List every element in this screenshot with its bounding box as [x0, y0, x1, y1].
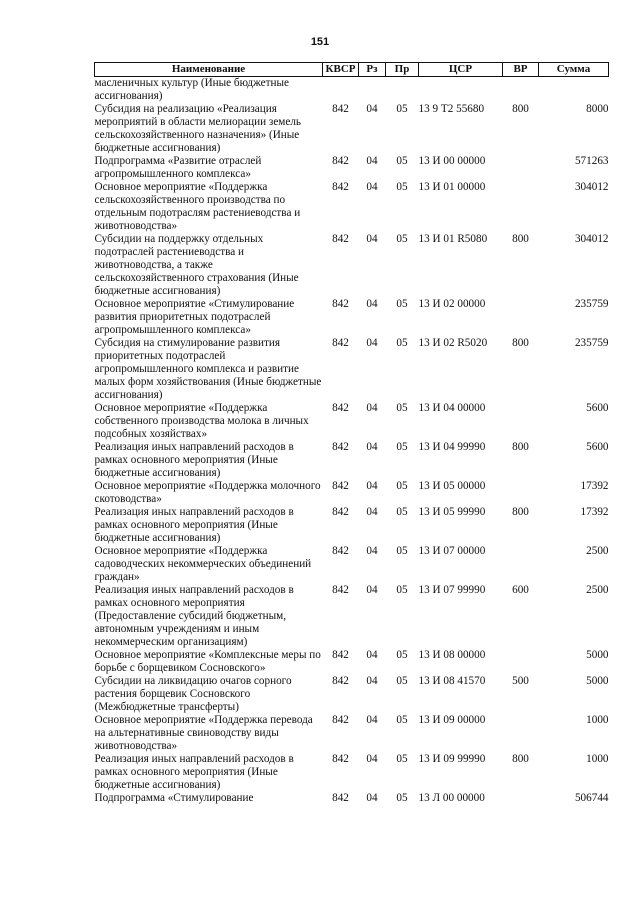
cell-csr: 13 И 07 99990	[418, 584, 486, 596]
cell-vr: 800	[512, 337, 529, 349]
cell-pr: 05	[396, 103, 408, 115]
cell-vr: 800	[512, 506, 529, 518]
table-row	[95, 103, 609, 155]
cell-sum: 5600	[586, 441, 609, 453]
table-row	[95, 337, 609, 402]
cell-name: Субсидии на поддержку отдельных подотраслей растениеводства и животноводства, а также сельскохозяйственного страхования (Иные бюджетные ассигнования)	[94, 233, 299, 297]
cell-name: Реализация иных направлений расходов в рамках основного мероприятия (Предоставление субсидий бюджетным, автономным учреждениям и иным некоммерческим организациям)	[94, 584, 294, 648]
cell-vr: 800	[512, 753, 529, 765]
cell-pr: 05	[396, 441, 408, 453]
cell-sum: 571263	[574, 155, 609, 167]
cell-vr: 600	[512, 584, 529, 596]
cell-rz: 04	[366, 675, 378, 687]
table-row	[95, 77, 609, 104]
cell-vr: 800	[512, 233, 529, 245]
cell-kvsr: 842	[332, 181, 349, 193]
table-row	[95, 714, 609, 753]
cell-name: Подпрограмма «Развитие отраслей агропромышленного комплекса»	[94, 155, 262, 180]
cell-csr: 13 И 01 00000	[418, 181, 486, 193]
table-row	[95, 545, 609, 584]
cell-vr	[503, 649, 539, 675]
cell-name: Основное мероприятие «Стимулирование развития приоритетных подотраслей агропромышленного комплекса»	[94, 298, 295, 336]
cell-rz: 04	[366, 545, 378, 557]
cell-pr: 05	[396, 402, 408, 414]
cell-csr	[419, 77, 503, 104]
header-rz: Рз	[359, 63, 386, 77]
page-number: 151	[310, 36, 330, 48]
cell-pr: 05	[396, 337, 408, 349]
cell-pr: 05	[396, 181, 408, 193]
cell-vr	[503, 714, 539, 753]
cell-rz: 04	[366, 506, 378, 518]
cell-vr: 800	[512, 441, 529, 453]
cell-rz: 04	[366, 714, 378, 726]
cell-name: Реализация иных направлений расходов в рамках основного мероприятия (Иные бюджетные ассигнования)	[94, 753, 294, 791]
cell-name: Реализация иных направлений расходов в рамках основного мероприятия (Иные бюджетные ассигнования)	[94, 506, 294, 544]
header-sum: Сумма	[539, 63, 609, 77]
cell-csr: 13 И 05 99990	[418, 506, 486, 518]
cell-name: Реализация иных направлений расходов в рамках основного мероприятия (Иные бюджетные ассигнования)	[94, 441, 294, 479]
cell-pr: 05	[396, 675, 408, 687]
cell-sum: 8000	[586, 103, 609, 115]
cell-sum: 5000	[586, 675, 609, 687]
table-row	[95, 441, 609, 480]
cell-rz: 04	[366, 181, 378, 193]
cell-sum: 2500	[586, 545, 609, 557]
table-row	[95, 233, 609, 298]
cell-sum: 17392	[580, 480, 609, 492]
cell-csr: 13 Л 00 00000	[418, 792, 485, 804]
cell-csr: 13 И 08 41570	[418, 675, 486, 687]
cell-name: Подпрограмма «Стимулирование	[94, 792, 254, 804]
cell-csr: 13 9 Т2 55680	[418, 103, 485, 115]
cell-csr: 13 И 01 R5080	[418, 233, 488, 245]
cell-kvsr: 842	[332, 155, 349, 167]
cell-kvsr: 842	[332, 792, 349, 804]
cell-rz: 04	[366, 298, 378, 310]
cell-csr: 13 И 05 00000	[418, 480, 486, 492]
cell-name: Субсидии на ликвидацию очагов сорного растения борщевик Сосновского (Межбюджетные трансферты)	[94, 675, 292, 713]
cell-name: масленичных культур (Иные бюджетные ассигнования)	[94, 77, 289, 102]
table-row	[95, 649, 609, 675]
cell-name: Основное мероприятие «Поддержка перевода на альтернативные свиноводству виды животноводства»	[94, 714, 313, 752]
cell-kvsr: 842	[332, 480, 349, 492]
cell-sum: 17392	[580, 506, 609, 518]
cell-sum: 506744	[574, 792, 609, 804]
cell-csr: 13 И 00 00000	[418, 155, 486, 167]
cell-csr: 13 И 04 00000	[418, 402, 486, 414]
table-row	[95, 298, 609, 337]
cell-pr: 05	[396, 584, 408, 596]
cell-rz: 04	[366, 480, 378, 492]
cell-sum: 235759	[574, 298, 609, 310]
cell-rz: 04	[366, 402, 378, 414]
cell-kvsr: 842	[332, 402, 349, 414]
cell-kvsr: 842	[332, 441, 349, 453]
cell-kvsr: 842	[332, 584, 349, 596]
cell-kvsr: 842	[332, 675, 349, 687]
cell-rz	[359, 77, 386, 104]
cell-rz: 04	[366, 792, 378, 804]
table-row	[95, 181, 609, 233]
cell-vr	[503, 298, 539, 337]
cell-csr: 13 И 08 00000	[418, 649, 486, 661]
table-row	[95, 155, 609, 181]
cell-sum: 1000	[586, 753, 609, 765]
cell-name: Основное мероприятие «Поддержка молочного скотоводства»	[94, 480, 321, 505]
cell-sum	[539, 77, 609, 104]
cell-pr: 05	[396, 480, 408, 492]
cell-vr: 800	[512, 103, 529, 115]
cell-sum: 5000	[586, 649, 609, 661]
budget-table	[94, 62, 609, 805]
cell-vr	[503, 480, 539, 506]
cell-rz: 04	[366, 103, 378, 115]
table-row	[95, 792, 609, 805]
cell-vr	[503, 181, 539, 233]
cell-pr: 05	[396, 155, 408, 167]
table-row	[95, 753, 609, 792]
header-pr: Пр	[386, 63, 419, 77]
header-kvsr: КВСР	[323, 63, 359, 77]
cell-pr: 05	[396, 545, 408, 557]
cell-kvsr: 842	[332, 298, 349, 310]
cell-csr: 13 И 04 99990	[418, 441, 486, 453]
cell-pr: 05	[396, 753, 408, 765]
cell-kvsr: 842	[332, 506, 349, 518]
cell-vr	[503, 792, 539, 805]
cell-kvsr: 842	[332, 103, 349, 115]
header-name: Наименование	[95, 63, 323, 77]
cell-csr: 13 И 09 00000	[418, 714, 486, 726]
cell-vr	[503, 402, 539, 441]
cell-vr	[503, 155, 539, 181]
cell-pr: 05	[396, 506, 408, 518]
cell-rz: 04	[366, 337, 378, 349]
cell-pr: 05	[396, 298, 408, 310]
cell-csr: 13 И 07 00000	[418, 545, 486, 557]
table-row	[95, 506, 609, 545]
cell-csr: 13 И 09 99990	[418, 753, 486, 765]
table-row	[95, 584, 609, 649]
cell-pr: 05	[396, 649, 408, 661]
cell-kvsr: 842	[332, 714, 349, 726]
cell-name: Основное мероприятие «Поддержка сельскохозяйственного производства по отдельным подотраслям растениеводства и животноводства»	[94, 181, 301, 232]
cell-sum: 1000	[586, 714, 609, 726]
cell-vr	[503, 545, 539, 584]
cell-csr: 13 И 02 00000	[418, 298, 486, 310]
cell-sum: 5600	[586, 402, 609, 414]
cell-pr	[386, 77, 419, 104]
table-body	[95, 77, 609, 806]
cell-sum: 304012	[574, 233, 609, 245]
cell-kvsr: 842	[332, 233, 349, 245]
cell-rz: 04	[366, 233, 378, 245]
cell-sum: 2500	[586, 584, 609, 596]
cell-name: Основное мероприятие «Поддержка садоводческих некоммерческих объединений граждан»	[94, 545, 312, 583]
cell-pr: 05	[396, 714, 408, 726]
header-csr: ЦСР	[419, 63, 503, 77]
cell-rz: 04	[366, 753, 378, 765]
cell-rz: 04	[366, 155, 378, 167]
cell-rz: 04	[366, 441, 378, 453]
cell-kvsr	[323, 77, 359, 104]
cell-name: Основное мероприятие «Комплексные меры по борьбе с борщевиком Сосновского»	[94, 649, 321, 674]
table-row	[95, 402, 609, 441]
cell-pr: 05	[396, 792, 408, 804]
cell-sum: 235759	[574, 337, 609, 349]
cell-vr: 500	[512, 675, 529, 687]
cell-csr: 13 И 02 R5020	[418, 337, 488, 349]
cell-rz: 04	[366, 584, 378, 596]
cell-vr	[503, 77, 539, 104]
cell-kvsr: 842	[332, 545, 349, 557]
cell-rz: 04	[366, 649, 378, 661]
table-row	[95, 480, 609, 506]
cell-kvsr: 842	[332, 649, 349, 661]
cell-sum: 304012	[574, 181, 609, 193]
table-header-row	[95, 63, 609, 77]
header-vr: ВР	[503, 63, 539, 77]
cell-name: Субсидия на стимулирование развития приоритетных подотраслей агропромышленного комплекса и развитие малых форм хозяйствования (Иные бюджетные ассигнования)	[94, 337, 322, 401]
cell-kvsr: 842	[332, 337, 349, 349]
table-row	[95, 675, 609, 714]
cell-name: Субсидия на реализацию «Реализация мероприятий в области мелиорации земель сельскохозяйственного назначения» (Иные бюджетные ассигнования)	[94, 103, 302, 154]
cell-name: Основное мероприятие «Поддержка собственного производства молока в личных подсобных хозяйствах»	[94, 402, 309, 440]
cell-pr: 05	[396, 233, 408, 245]
cell-kvsr: 842	[332, 753, 349, 765]
